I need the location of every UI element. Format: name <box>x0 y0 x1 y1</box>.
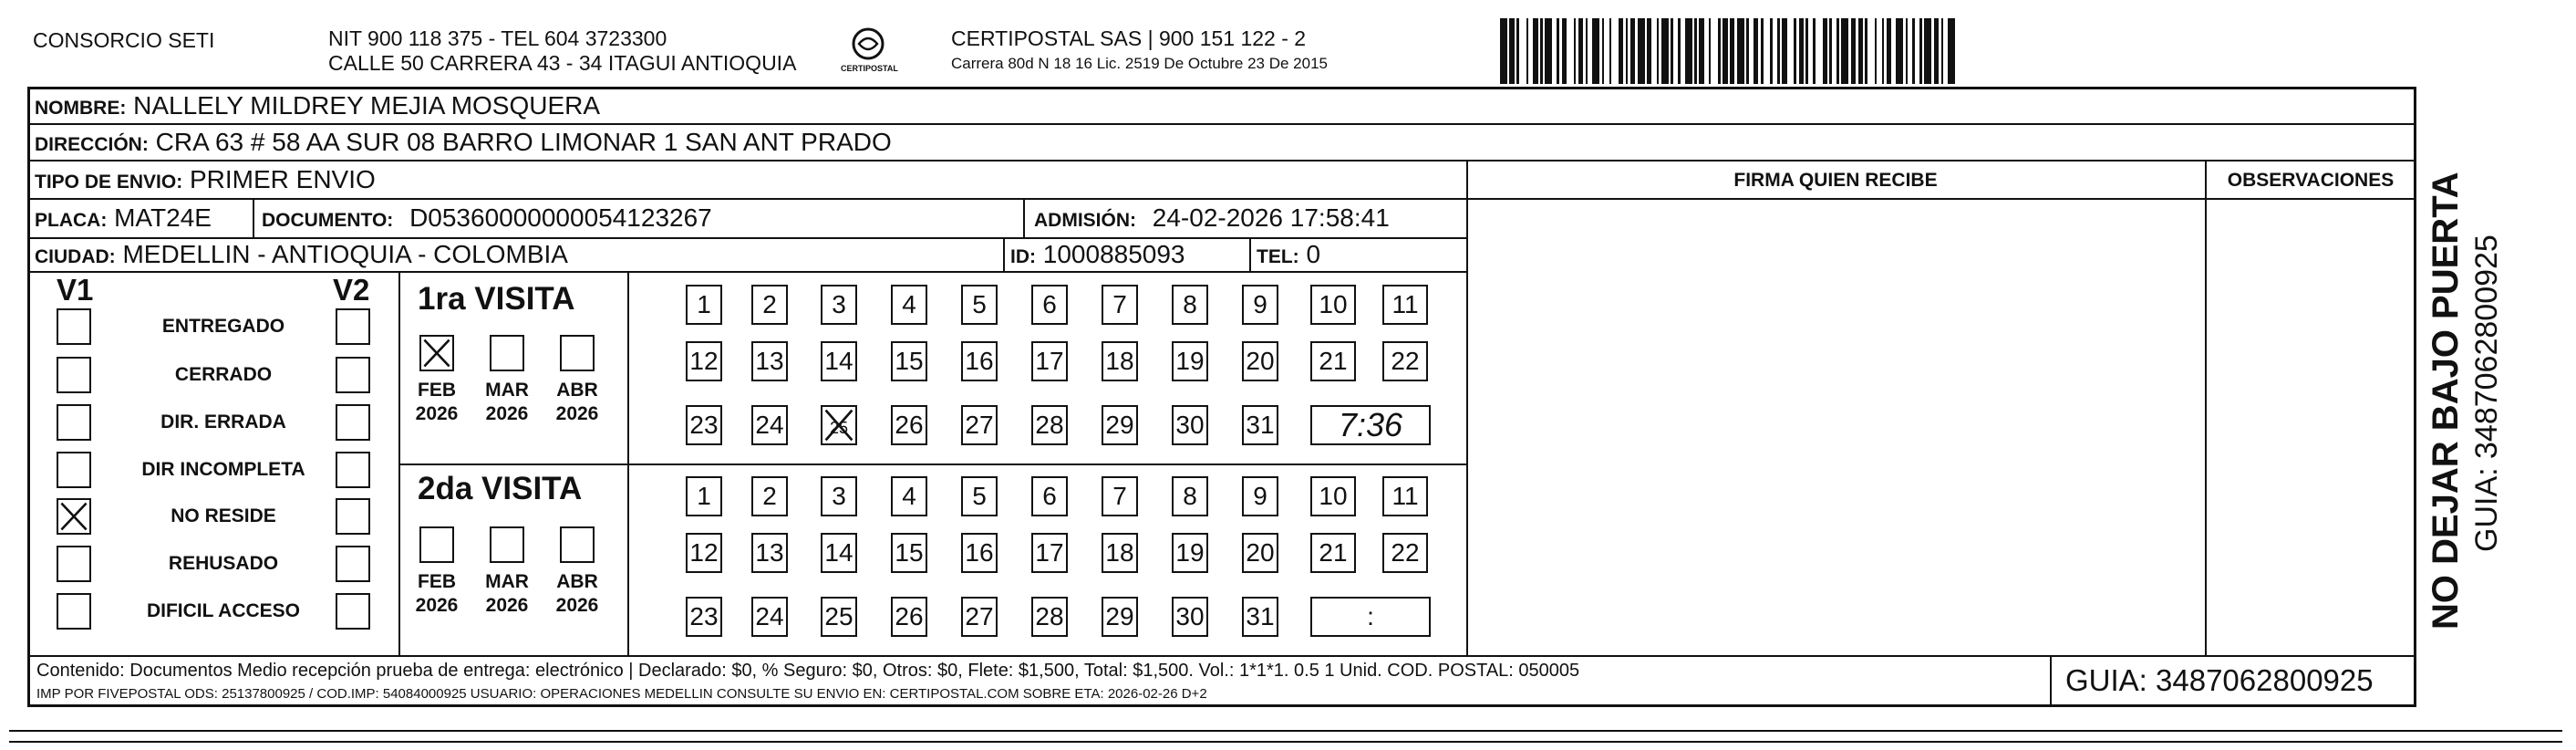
month-name: MAR <box>485 380 529 401</box>
barcode-bar <box>1737 18 1744 84</box>
day-box[interactable]: 5 <box>961 285 998 325</box>
tipo-row <box>35 164 376 198</box>
month-checkbox[interactable] <box>490 335 524 371</box>
barcode-bar <box>1823 18 1827 84</box>
tipo-value: PRIMER ENVIO <box>189 165 376 193</box>
status-reason-label: ENTREGADO <box>161 316 285 337</box>
barcode-bar <box>1638 18 1645 84</box>
day-box[interactable]: 26 <box>891 405 927 445</box>
barcode-bar <box>1562 18 1567 84</box>
day-box[interactable]: 4 <box>891 476 927 516</box>
day-box[interactable]: 8 <box>1172 285 1208 325</box>
day-box[interactable]: 31 <box>1242 597 1278 637</box>
barcode-bar <box>1836 18 1839 84</box>
tel-value: 0 <box>1306 240 1321 268</box>
barcode-bar <box>1858 18 1863 84</box>
barcode-bar <box>1906 18 1909 84</box>
side-notice: NO DEJAR BAJO PUERTA <box>2426 172 2466 630</box>
certipostal-logo <box>841 24 898 80</box>
day-box[interactable]: 27 <box>961 405 998 445</box>
barcode-bar <box>1586 18 1588 84</box>
day-box[interactable]: 12 <box>686 533 722 573</box>
barcode-bar <box>1509 18 1514 84</box>
tipo-label: TIPO DE ENVIO: <box>35 172 183 193</box>
day-box[interactable]: 14 <box>821 533 857 573</box>
month-checkbox[interactable] <box>419 335 454 371</box>
barcode-bar <box>1592 18 1599 84</box>
barcode-bar <box>1782 18 1786 84</box>
month-label <box>481 570 533 618</box>
day-box[interactable]: 12 <box>686 341 722 381</box>
barcode-bar <box>1887 18 1891 84</box>
status-reason-label: REHUSADO <box>168 553 279 574</box>
observaciones-label: OBSERVACIONES <box>2227 170 2395 191</box>
v2-checkbox[interactable] <box>336 404 370 441</box>
day-box[interactable]: 1 <box>686 476 722 516</box>
day-box[interactable]: 26 <box>891 597 927 637</box>
day-box[interactable] <box>821 405 857 445</box>
barcode-bar <box>1671 18 1673 84</box>
day-box[interactable]: 25 <box>821 597 857 637</box>
day-box[interactable]: 3 <box>821 285 857 325</box>
day-box[interactable]: 13 <box>751 341 788 381</box>
month-checkbox[interactable] <box>560 335 595 371</box>
day-box[interactable]: 5 <box>961 476 998 516</box>
barcode-bar <box>1746 18 1749 84</box>
day-box[interactable]: 6 <box>1031 285 1068 325</box>
day-box[interactable]: 8 <box>1172 476 1208 516</box>
barcode-bar <box>1912 18 1915 84</box>
v2-checkbox[interactable] <box>336 452 370 488</box>
day-box[interactable]: 21 <box>1310 341 1356 381</box>
day-box[interactable]: 19 <box>1172 341 1208 381</box>
barcode-bar <box>1540 18 1543 84</box>
status-reason-label: DIR. ERRADA <box>160 411 286 432</box>
barcode-bar <box>1545 18 1552 84</box>
ciudad-label: CIUDAD: <box>35 246 116 267</box>
day-box[interactable]: 30 <box>1172 597 1208 637</box>
barcode-bar <box>1630 18 1635 84</box>
barcode-bar <box>1533 18 1537 84</box>
barcode-bar <box>1777 18 1780 84</box>
logo-text: CERTIPOSTAL <box>841 64 898 73</box>
day-box[interactable]: 17 <box>1031 533 1068 573</box>
visit1-label: 1ra VISITA <box>418 281 575 317</box>
month-label <box>411 570 462 618</box>
barcode-bar <box>1709 18 1712 84</box>
placa-value: MAT24E <box>114 203 212 232</box>
company-name: CONSORCIO SETI <box>33 28 215 52</box>
month-checkbox[interactable] <box>490 526 524 563</box>
v1-label: V1 <box>57 273 94 307</box>
tel-label: TEL: <box>1257 246 1299 267</box>
barcode-bar <box>1941 18 1944 84</box>
placa-label: PLACA: <box>35 210 108 231</box>
day-box[interactable]: 15 <box>891 341 927 381</box>
v1-checkbox[interactable] <box>57 404 91 441</box>
visit2-label: 2da VISITA <box>418 471 583 506</box>
ciudad-value: MEDELLIN - ANTIOQUIA - COLOMBIA <box>122 240 568 268</box>
day-box[interactable]: 11 <box>1382 285 1428 325</box>
month-checkbox[interactable] <box>419 526 454 563</box>
v1-checkbox[interactable] <box>57 546 91 582</box>
day-box[interactable]: 7 <box>1102 285 1138 325</box>
footer-imp-line: IMP POR FIVEPOSTAL ODS: 25137800925 / COD.IMP: 54084000925 USUARIO: OPERACIONES MEDELLIN CONSULTE SU ENVIO EN: CERTIPOSTAL.COM SOBRE ETA: 2026-02-26 D+2 <box>36 686 1207 702</box>
barcode-bar <box>1882 18 1885 84</box>
v2-checkbox[interactable] <box>336 593 370 630</box>
v1-checkbox[interactable] <box>57 357 91 393</box>
month-label <box>552 379 603 426</box>
barcode-bar <box>1647 18 1651 84</box>
barcode-bar <box>1718 18 1721 84</box>
month-year: 2026 <box>415 595 459 616</box>
barcode-bar <box>1526 18 1529 84</box>
admision-label: ADMISIÓN: <box>1034 210 1136 231</box>
documento-label: DOCUMENTO: <box>262 210 394 231</box>
month-name: FEB <box>418 380 456 401</box>
month-year: 2026 <box>555 595 599 616</box>
day-box[interactable]: 7 <box>1102 476 1138 516</box>
day-box[interactable]: 3 <box>821 476 857 516</box>
barcode-bar <box>1813 18 1816 84</box>
barcode-bar <box>1516 18 1519 84</box>
barcode-bar <box>1829 18 1832 84</box>
documento-row <box>262 203 712 236</box>
v1-checkbox[interactable] <box>57 452 91 488</box>
status-reason-label: CERRADO <box>174 364 273 385</box>
firma-label: FIRMA QUIEN RECIBE <box>1733 170 1938 191</box>
id-row <box>1010 239 1185 273</box>
month-year: 2026 <box>485 595 529 616</box>
barcode-bar <box>1896 18 1903 84</box>
day-box[interactable]: 6 <box>1031 476 1068 516</box>
barcode-bar <box>1626 18 1629 84</box>
day-box[interactable]: 19 <box>1172 533 1208 573</box>
direccion-row <box>35 127 892 161</box>
direccion-label: DIRECCIÓN: <box>35 134 149 155</box>
day-box[interactable]: 21 <box>1310 533 1356 573</box>
footer-guia: GUIA: 3487062800925 <box>2065 663 2374 697</box>
day-box[interactable]: 1 <box>686 285 722 325</box>
barcode-bar <box>1609 18 1612 84</box>
admision-row <box>1034 203 1390 236</box>
day-box[interactable]: 18 <box>1102 533 1138 573</box>
day-box[interactable]: 28 <box>1031 405 1068 445</box>
status-reason-label: DIFICIL ACCESO <box>146 600 300 621</box>
month-year: 2026 <box>485 403 529 424</box>
barcode-bar <box>1841 18 1848 84</box>
barcode-bar <box>1924 18 1931 84</box>
tel-row <box>1257 239 1320 273</box>
barcode-bar <box>1678 18 1681 84</box>
barcode-bar <box>1661 18 1669 84</box>
direccion-value: CRA 63 # 58 AA SUR 08 BARRO LIMONAR 1 SAN ANT PRADO <box>155 128 892 156</box>
barcode-bar <box>1657 18 1660 84</box>
day-box[interactable]: 14 <box>821 341 857 381</box>
ciudad-row <box>35 239 568 273</box>
barcode-bar <box>1730 18 1734 84</box>
month-year: 2026 <box>555 403 599 424</box>
barcode-bar <box>1805 18 1808 84</box>
time-box[interactable]: 7:36 <box>1310 405 1431 445</box>
day-box[interactable]: 29 <box>1102 597 1138 637</box>
day-box[interactable]: 22 <box>1382 533 1428 573</box>
day-box[interactable]: 23 <box>686 405 722 445</box>
v2-label: V2 <box>333 273 370 307</box>
barcode-bar <box>1699 18 1703 84</box>
month-name: ABR <box>556 571 598 592</box>
barcode-bar <box>1934 18 1939 84</box>
documento-value: D05360000000054123267 <box>409 203 712 232</box>
day-box[interactable]: 27 <box>961 597 998 637</box>
day-box[interactable]: 20 <box>1242 341 1278 381</box>
day-number: 25 <box>829 419 849 437</box>
v2-checkbox[interactable] <box>336 308 370 345</box>
barcode-bar <box>1685 18 1692 84</box>
nombre-row <box>35 90 600 124</box>
day-box[interactable]: 10 <box>1310 476 1356 516</box>
status-reason-label: NO RESIDE <box>171 505 276 526</box>
month-name: MAR <box>485 571 529 592</box>
barcode-bar <box>1574 18 1577 84</box>
day-box[interactable]: 9 <box>1242 476 1278 516</box>
barcode-bar <box>1602 18 1605 84</box>
day-box[interactable]: 24 <box>751 597 788 637</box>
month-name: FEB <box>418 571 456 592</box>
status-reason-label: DIR INCOMPLETA <box>141 459 305 480</box>
certipostal-line: CERTIPOSTAL SAS | 900 151 122 - 2 <box>951 26 1307 50</box>
barcode-bar <box>1948 18 1955 84</box>
barcode-bar <box>1770 18 1773 84</box>
side-guia: GUIA: 3487062800925 <box>2469 234 2504 552</box>
barcode-bar <box>1619 18 1623 84</box>
day-box[interactable]: 11 <box>1382 476 1428 516</box>
placa-row <box>35 203 212 236</box>
v1-checkbox[interactable] <box>57 308 91 345</box>
day-box[interactable]: 20 <box>1242 533 1278 573</box>
id-label: ID: <box>1010 246 1036 267</box>
v1-checkbox[interactable] <box>57 498 91 535</box>
month-checkbox[interactable] <box>560 526 595 563</box>
barcode-bar <box>1761 18 1764 84</box>
barcode-bar <box>1557 18 1559 84</box>
barcode-bar <box>1723 18 1727 84</box>
barcode-bar <box>1794 18 1796 84</box>
barcode-bar <box>1919 18 1922 84</box>
month-label <box>481 379 533 426</box>
day-box[interactable]: 29 <box>1102 405 1138 445</box>
day-box[interactable]: 28 <box>1031 597 1068 637</box>
day-box[interactable]: 23 <box>686 597 722 637</box>
v1-checkbox[interactable] <box>57 593 91 630</box>
month-name: ABR <box>556 380 598 401</box>
barcode-bar <box>1754 18 1758 84</box>
v2-checkbox[interactable] <box>336 546 370 582</box>
address-line: CALLE 50 CARRERA 43 - 34 ITAGUI ANTIOQUIA <box>328 51 797 75</box>
month-label <box>411 379 462 426</box>
barcode-bar <box>1694 18 1697 84</box>
day-box[interactable]: 9 <box>1242 285 1278 325</box>
admision-value: 24-02-2026 17:58:41 <box>1152 203 1390 232</box>
barcode-bar <box>1500 18 1507 84</box>
day-box[interactable]: 31 <box>1242 405 1278 445</box>
barcode-bar <box>1865 18 1867 84</box>
day-box[interactable]: 16 <box>961 533 998 573</box>
day-box[interactable]: 24 <box>751 405 788 445</box>
v2-checkbox[interactable] <box>336 498 370 535</box>
day-box[interactable]: 2 <box>751 476 788 516</box>
id-value: 1000885093 <box>1042 240 1185 268</box>
footer-contenido: Contenido: Documentos Medio recepción prueba de entrega: electrónico | Declarado: $0, % Seguro: $0, Otros: $0, Flete: $1,500, Total: $1,500. Vol.: 1*1*1. 0.5 1 Unid. COD. POSTAL: 050005 <box>36 661 1580 681</box>
day-box[interactable]: 4 <box>891 285 927 325</box>
barcode-bar <box>1578 18 1583 84</box>
day-box[interactable]: 13 <box>751 533 788 573</box>
nit-line: NIT 900 118 375 - TEL 604 3723300 <box>328 26 667 50</box>
time-box[interactable]: : <box>1310 597 1431 637</box>
day-box[interactable]: 22 <box>1382 341 1428 381</box>
barcode <box>1500 18 2229 84</box>
month-year: 2026 <box>415 403 459 424</box>
barcode-bar <box>1851 18 1856 84</box>
barcode-bar <box>1875 18 1878 84</box>
nombre-value: NALLELY MILDREY MEJIA MOSQUERA <box>133 91 601 120</box>
month-label <box>552 570 603 618</box>
day-box[interactable]: 10 <box>1310 285 1356 325</box>
v2-checkbox[interactable] <box>336 357 370 393</box>
day-box[interactable]: 15 <box>891 533 927 573</box>
day-box[interactable]: 30 <box>1172 405 1208 445</box>
day-box[interactable]: 17 <box>1031 341 1068 381</box>
barcode-bar <box>1799 18 1804 84</box>
nombre-label: NOMBRE: <box>35 98 127 119</box>
license-line: Carrera 80d N 18 16 Lic. 2519 De Octubre 23 De 2015 <box>951 55 1328 72</box>
day-box[interactable]: 16 <box>961 341 998 381</box>
day-box[interactable]: 18 <box>1102 341 1138 381</box>
day-box[interactable]: 2 <box>751 285 788 325</box>
